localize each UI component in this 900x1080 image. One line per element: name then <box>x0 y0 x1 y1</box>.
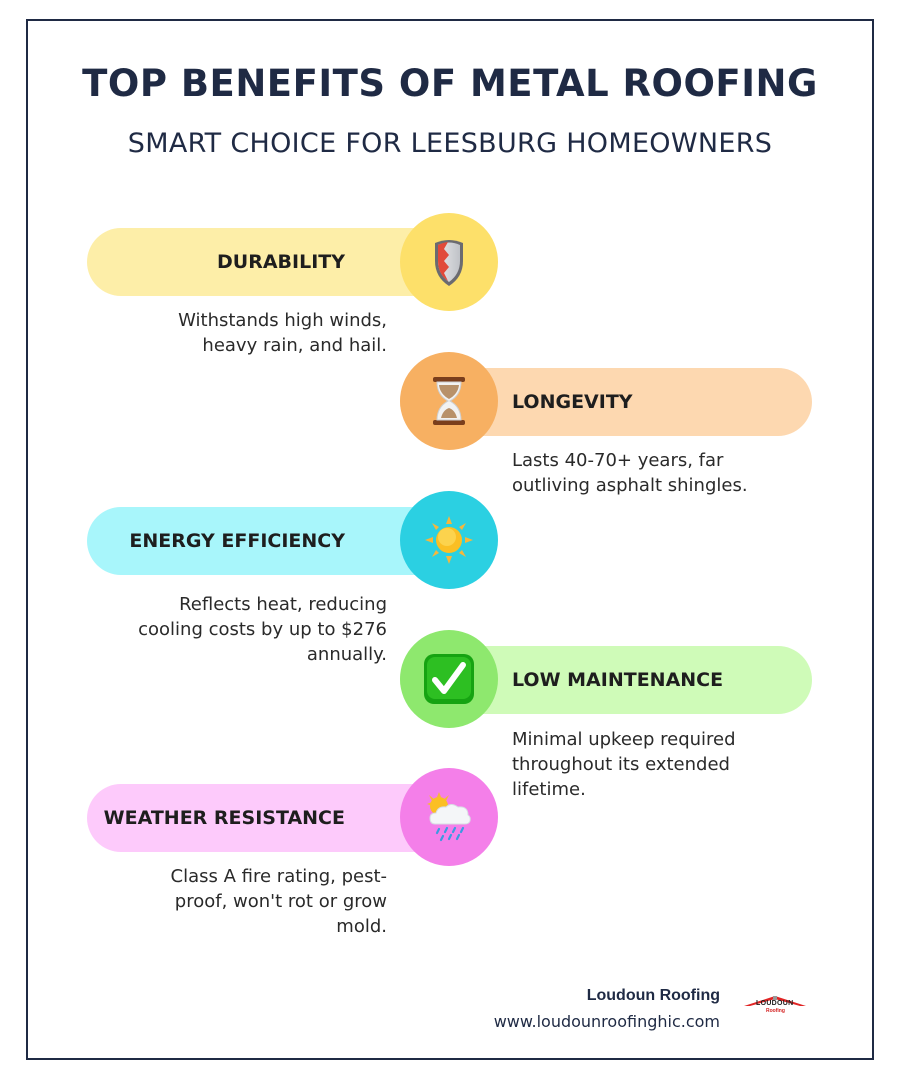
company-url[interactable]: www.loudounroofinghic.com <box>493 1012 720 1031</box>
benefit-circle-weather-resistance <box>400 768 498 866</box>
benefit-description-low-maintenance: Minimal upkeep required throughout its extended lifetime. <box>512 729 736 800</box>
hourglass-icon <box>431 375 467 427</box>
company-logo: LOUDOUN Roofing <box>742 994 808 1020</box>
benefit-circle-longevity <box>400 352 498 450</box>
benefit-label: LOW MAINTENANCE <box>512 669 724 691</box>
benefit-label: LONGEVITY <box>512 391 633 413</box>
sun-icon <box>424 515 474 565</box>
benefit-description-weather-resistance: Class A fire rating, pest- proof, won't rot or grow mold. <box>170 866 387 937</box>
page-title: TOP BENEFITS OF METAL ROOFING <box>82 62 818 105</box>
benefit-label: DURABILITY <box>217 251 345 273</box>
benefit-label: WEATHER RESISTANCE <box>103 807 345 829</box>
roof-icon <box>742 994 808 1020</box>
benefit-label: ENERGY EFFICIENCY <box>129 530 345 552</box>
company-name: Loudoun Roofing <box>586 987 720 1004</box>
benefit-circle-durability <box>400 213 498 311</box>
check-mark-icon <box>423 653 475 705</box>
benefit-description-longevity: Lasts 40-70+ years, far outliving asphalt shingles. <box>512 450 748 496</box>
benefit-circle-low-maintenance <box>400 630 498 728</box>
page-subtitle: SMART CHOICE FOR LEESBURG HOMEOWNERS <box>127 128 773 159</box>
shield-icon <box>432 237 466 287</box>
benefit-description-energy-efficiency: Reflects heat, reducing cooling costs by up to $276 annually. <box>138 594 387 665</box>
benefit-description-durability: Withstands high winds, heavy rain, and hail. <box>178 310 387 356</box>
benefit-circle-energy-efficiency <box>400 491 498 589</box>
sun-behind-rain-cloud-icon <box>425 792 473 842</box>
